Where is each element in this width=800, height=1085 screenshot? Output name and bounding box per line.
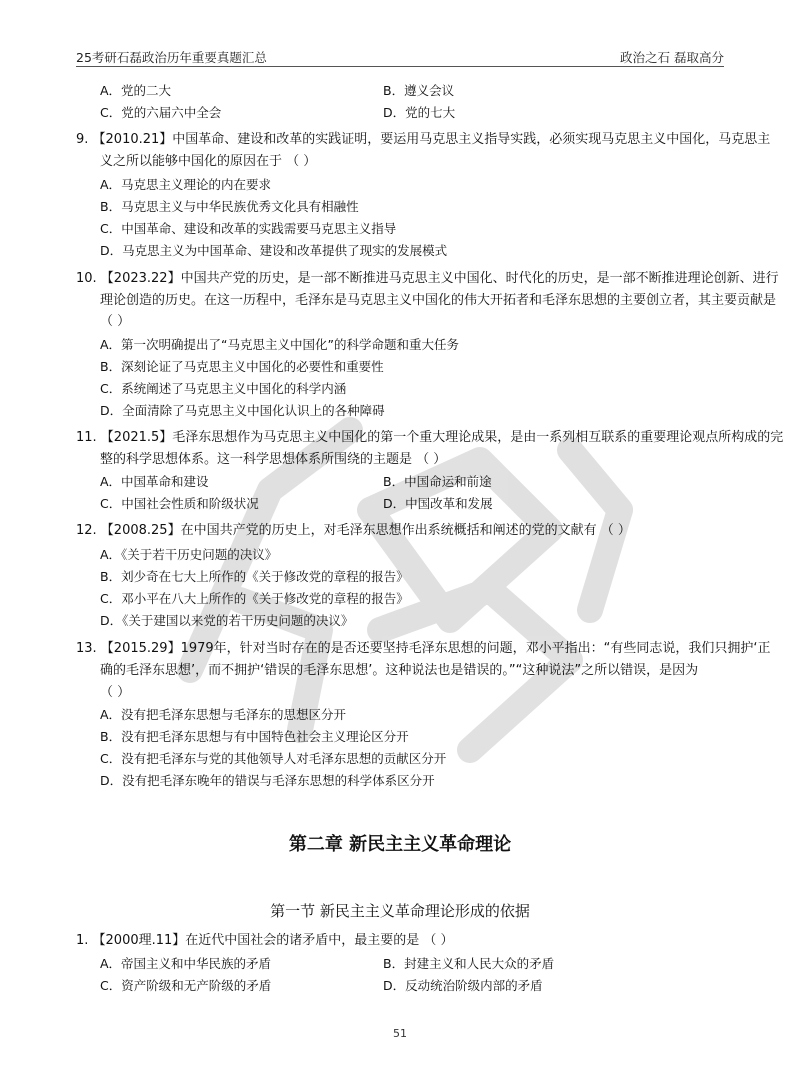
question-10-line-3: （ ） (100, 314, 131, 329)
question-10-option-c: C．系统阐述了马克思主义中国化的科学内涵 (100, 381, 347, 396)
question-9-option-b: B．马克思主义与中华民族优秀文化具有相融性 (100, 199, 359, 214)
option-c: C．党的六届六中全会 (100, 105, 222, 120)
question-10-option-a: A．第一次明确提出了“马克思主义中国化”的科学命题和重大任务 (100, 337, 460, 352)
header-slogan: 政治之石 磊取高分 (620, 50, 724, 65)
question-12-line-1: 12. 【2008.25】在中国共产党的历史上，对毛泽东思想作出系统概括和阐述的党的文献有 （ ） (76, 523, 631, 538)
question-13-option-c: C．没有把毛泽东与党的其他领导人对毛泽东思想的贡献区分开 (100, 751, 447, 766)
question-9-option-d: D．马克思主义为中国革命、建设和改革提供了现实的发展模式 (100, 243, 448, 258)
question-13-option-b: B．没有把毛泽东思想与有中国特色社会主义理论区分开 (100, 729, 409, 744)
chapter-title: 第二章 新民主主义革命理论 (288, 834, 512, 855)
question-1-option-d: D．反动统治阶级内部的矛盾 (383, 978, 543, 993)
option-d: D．党的七大 (383, 105, 456, 120)
question-9-line-2: 义之所以能够中国化的原因在于 （ ） (100, 154, 317, 169)
option-a: A．党的二大 (100, 83, 172, 98)
page-header (76, 46, 724, 67)
question-11-line-1: 11. 【2021.5】毛泽东思想作为马克思主义中国化的第一个重大理论成果，是由一系列相互联系的重要理论观点所构成的完 (76, 430, 784, 445)
section-title: 第一节 新民主主义革命理论形成的依据 (270, 902, 530, 920)
question-13-line-3: （ ） (100, 685, 131, 700)
question-12-option-c: C．邓小平在八大上所作的《关于修改党的章程的报告》 (100, 591, 409, 606)
question-10-line-2: 理论创造的历史。在这一历程中，毛泽东是马克思主义中国化的伟大开拓者和毛泽东思想的主要创立者，其主要贡献是 (100, 293, 777, 308)
question-10-option-b: B．深刻论证了马克思主义中国化的必要性和重要性 (100, 359, 384, 374)
question-11-option-a: A．中国革命和建设 (100, 474, 209, 489)
question-12-option-a: A．《关于若干历史问题的决议》 (100, 547, 278, 562)
question-11-option-c: C．中国社会性质和阶级状况 (100, 496, 259, 511)
question-9-option-a: A．马克思主义理论的内在要求 (100, 177, 272, 192)
question-10-line-1: 10. 【2023.22】中国共产党的历史，是一部不断推进马克思主义中国化、时代化的历史，是一部不断推进理论创新、进行 (76, 271, 779, 286)
question-1-option-b: B．封建主义和人民大众的矛盾 (383, 956, 555, 971)
question-11-option-d: D．中国改革和发展 (383, 496, 493, 511)
page-number: 51 (393, 1027, 407, 1040)
question-13-line-1: 13. 【2015.29】1979年，针对当时存在的是否还要坚持毛泽东思想的问题，邓小平指出：“有些同志说，我们只拥护‘正 (76, 641, 771, 656)
question-13-option-a: A．没有把毛泽东思想与毛泽东的思想区分开 (100, 707, 347, 722)
question-9-option-c: C．中国革命、建设和改革的实践需要马克思主义指导 (100, 221, 397, 236)
question-1-option-c: C．资产阶级和无产阶级的矛盾 (100, 978, 272, 993)
question-11-line-2: 整的科学思想体系。这一科学思想体系所围绕的主题是 （ ） (100, 452, 447, 467)
question-10-option-d: D．全面清除了马克思主义中国化认识上的各种障碍 (100, 403, 385, 418)
question-12-option-d: D．《关于建国以来党的若干历史问题的决议》 (100, 613, 354, 628)
question-12-option-b: B．刘少奇在七大上所作的《关于修改党的章程的报告》 (100, 569, 409, 584)
question-9-line-1: 9. 【2010.21】中国革命、建设和改革的实践证明，要运用马克思主义指导实践，必须实现马克思主义中国化，马克思主 (76, 132, 771, 147)
question-13-line-2: 确的毛泽东思想’，而不拥护‘错误的毛泽东思想’。这种说法也是错误的。”“这种说法”之所以错误，是因为 (100, 663, 699, 678)
question-1-option-a: A．帝国主义和中华民族的矛盾 (100, 956, 272, 971)
question-1-line-1: 1. 【2000理.11】在近代中国社会的诸矛盾中，最主要的是 （ ） (76, 933, 454, 948)
header-title: 25考研石磊政治历年重要真题汇总 (76, 50, 267, 65)
question-11-option-b: B．中国命运和前途 (383, 474, 492, 489)
question-13-option-d: D．没有把毛泽东晚年的错误与毛泽东思想的科学体系区分开 (100, 773, 435, 788)
option-b: B．遵义会议 (383, 83, 455, 98)
